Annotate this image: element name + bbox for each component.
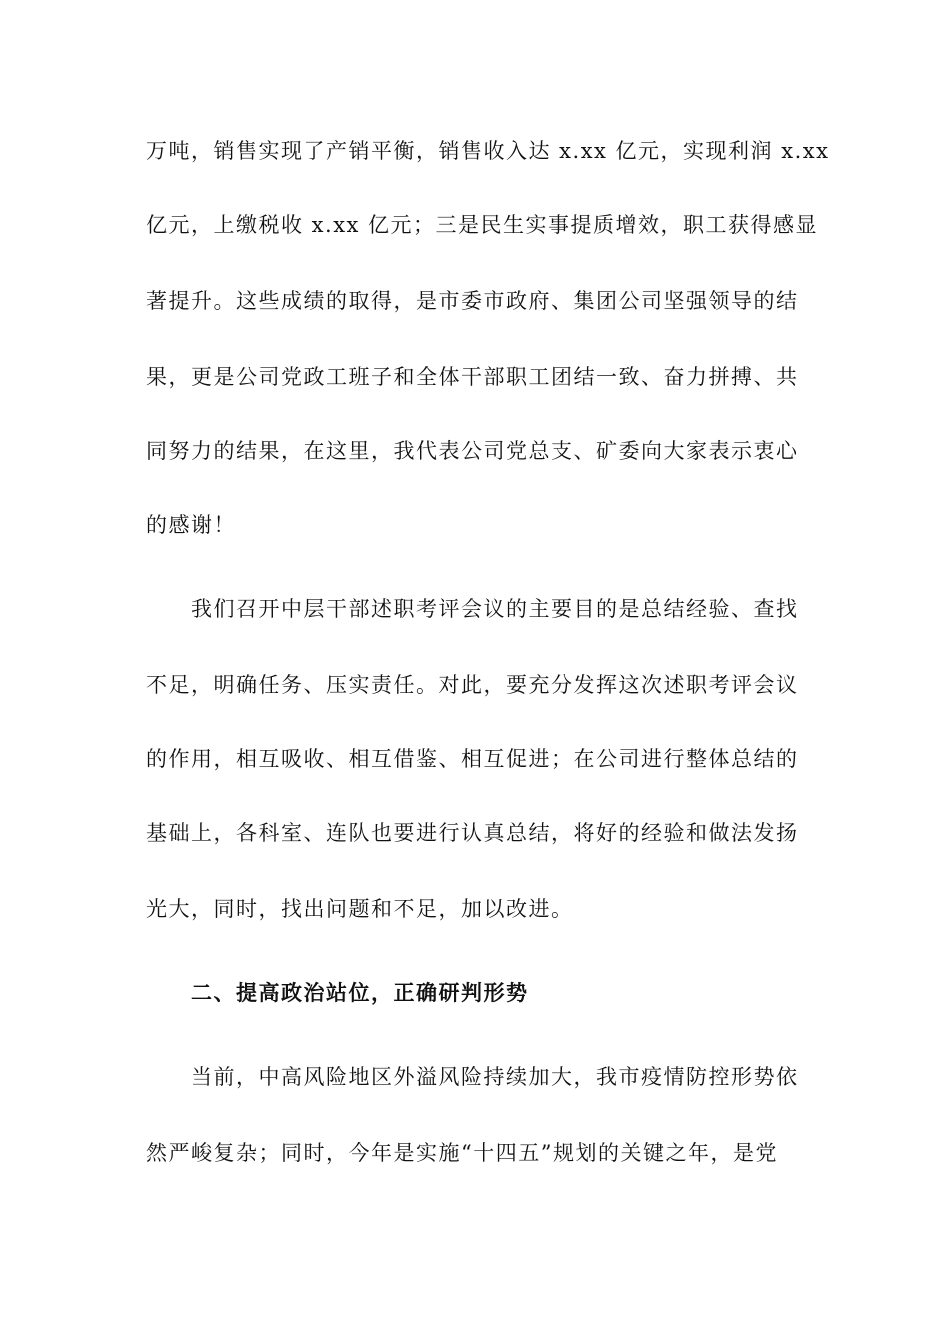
paragraph-line: 不足，明确任务、压实责任。对此，要充分发挥这次述职考评会议 <box>146 673 799 697</box>
paragraph-line: 我们召开中层干部述职考评会议的主要目的是总结经验、查找 <box>191 597 799 621</box>
paragraph-line: 然严峻复杂；同时，今年是实施“十四五”规划的关键之年，是党 <box>146 1141 778 1165</box>
paragraph-line: 的作用，相互吸收、相互借鉴、相互促进；在公司进行整体总结的 <box>146 747 799 771</box>
paragraph-line: 光大，同时，找出问题和不足，加以改进。 <box>146 897 574 921</box>
paragraph-line: 亿元，上缴税收 x.xx 亿元；三是民生实事提质增效，职工获得感显 <box>146 213 819 237</box>
paragraph-line: 基础上，各科室、连队也要进行认真总结，将好的经验和做法发扬 <box>146 821 799 845</box>
paragraph-line: 万吨，销售实现了产销平衡，销售收入达 x.xx 亿元，实现利润 x.xx <box>146 139 830 163</box>
paragraph-line: 著提升。这些成绩的取得，是市委市政府、集团公司坚强领导的结 <box>146 289 799 313</box>
section-heading: 二、提高政治站位，正确研判形势 <box>191 980 529 1005</box>
paragraph-line: 当前，中高风险地区外溢风险持续加大，我市疫情防控形势依 <box>191 1065 799 1089</box>
paragraph-line: 同努力的结果，在这里，我代表公司党总支、矿委向大家表示衷心 <box>146 439 799 463</box>
paragraph-line: 果，更是公司党政工班子和全体干部职工团结一致、奋力拼搏、共 <box>146 365 799 389</box>
paragraph-line: 的感谢！ <box>146 513 236 537</box>
